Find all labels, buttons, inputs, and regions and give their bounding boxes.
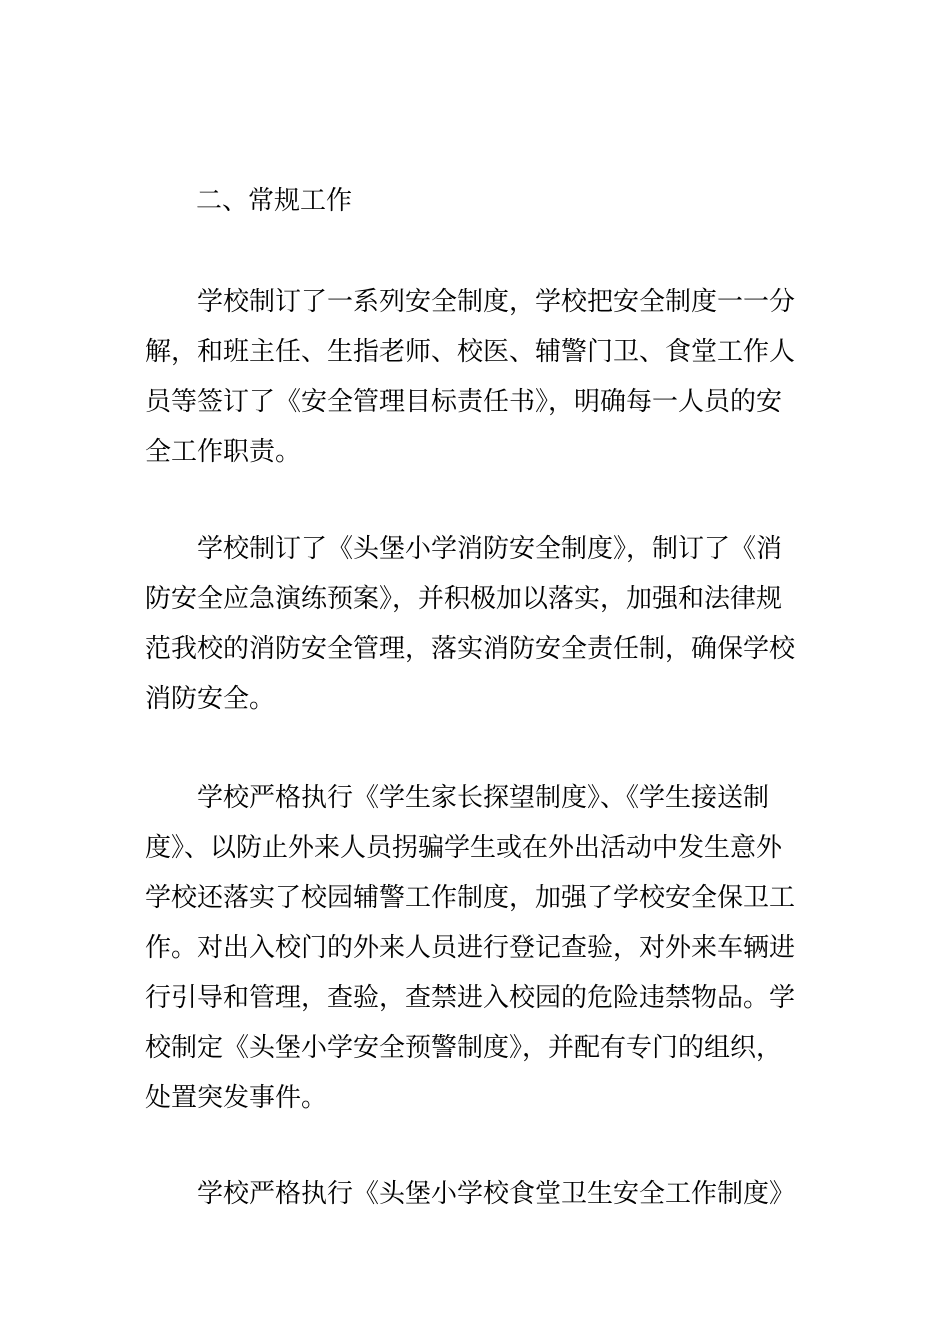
paragraph-2 xyxy=(145,524,807,724)
paragraph-line: 度》、以防止外来人员拐骗学生或在外出活动中发生意外 xyxy=(145,833,783,863)
paragraph-4 xyxy=(145,1169,807,1219)
paragraph-1 xyxy=(145,277,807,477)
paragraph-line: 校制定《头堡小学安全预警制度》，并配有专门的组织， xyxy=(145,1033,783,1063)
paragraph-line: 解，和班主任、生指老师、校医、辅警门卫、食堂工作人 xyxy=(145,337,796,367)
paragraph-line: 员等签订了《安全管理目标责任书》，明确每一人员的安 xyxy=(145,387,783,417)
paragraph-line: 防安全应急演练预案》，并积极加以落实，加强和法律规 xyxy=(145,584,783,614)
paragraph-line: 学校制订了一系列安全制度，学校把安全制度一一分 xyxy=(197,287,796,317)
paragraph-line: 处置突发事件。 xyxy=(145,1083,328,1113)
paragraph-line: 学校制订了《头堡小学消防安全制度》，制订了《消 xyxy=(197,534,783,564)
paragraph-line: 范我校的消防安全管理，落实消防安全责任制，确保学校 xyxy=(145,634,796,664)
paragraph-line: 全工作职责。 xyxy=(145,437,302,467)
paragraph-3 xyxy=(145,773,807,1123)
paragraph-line: 作。对出入校门的外来人员进行登记查验，对外来车辆进 xyxy=(145,933,796,963)
section-heading: 二、常规工作 xyxy=(196,186,353,216)
paragraph-line: 行引导和管理，查验，查禁进入校园的危险违禁物品。学 xyxy=(145,983,796,1013)
paragraph-line: 学校严格执行《头堡小学校食堂卫生安全工作制度》 xyxy=(197,1179,796,1209)
paragraph-line: 学校还落实了校园辅警工作制度，加强了学校安全保卫工 xyxy=(145,883,796,913)
paragraph-line: 学校严格执行《学生家长探望制度》、《学生接送制 xyxy=(197,783,770,813)
paragraph-line: 消防安全。 xyxy=(145,684,276,714)
